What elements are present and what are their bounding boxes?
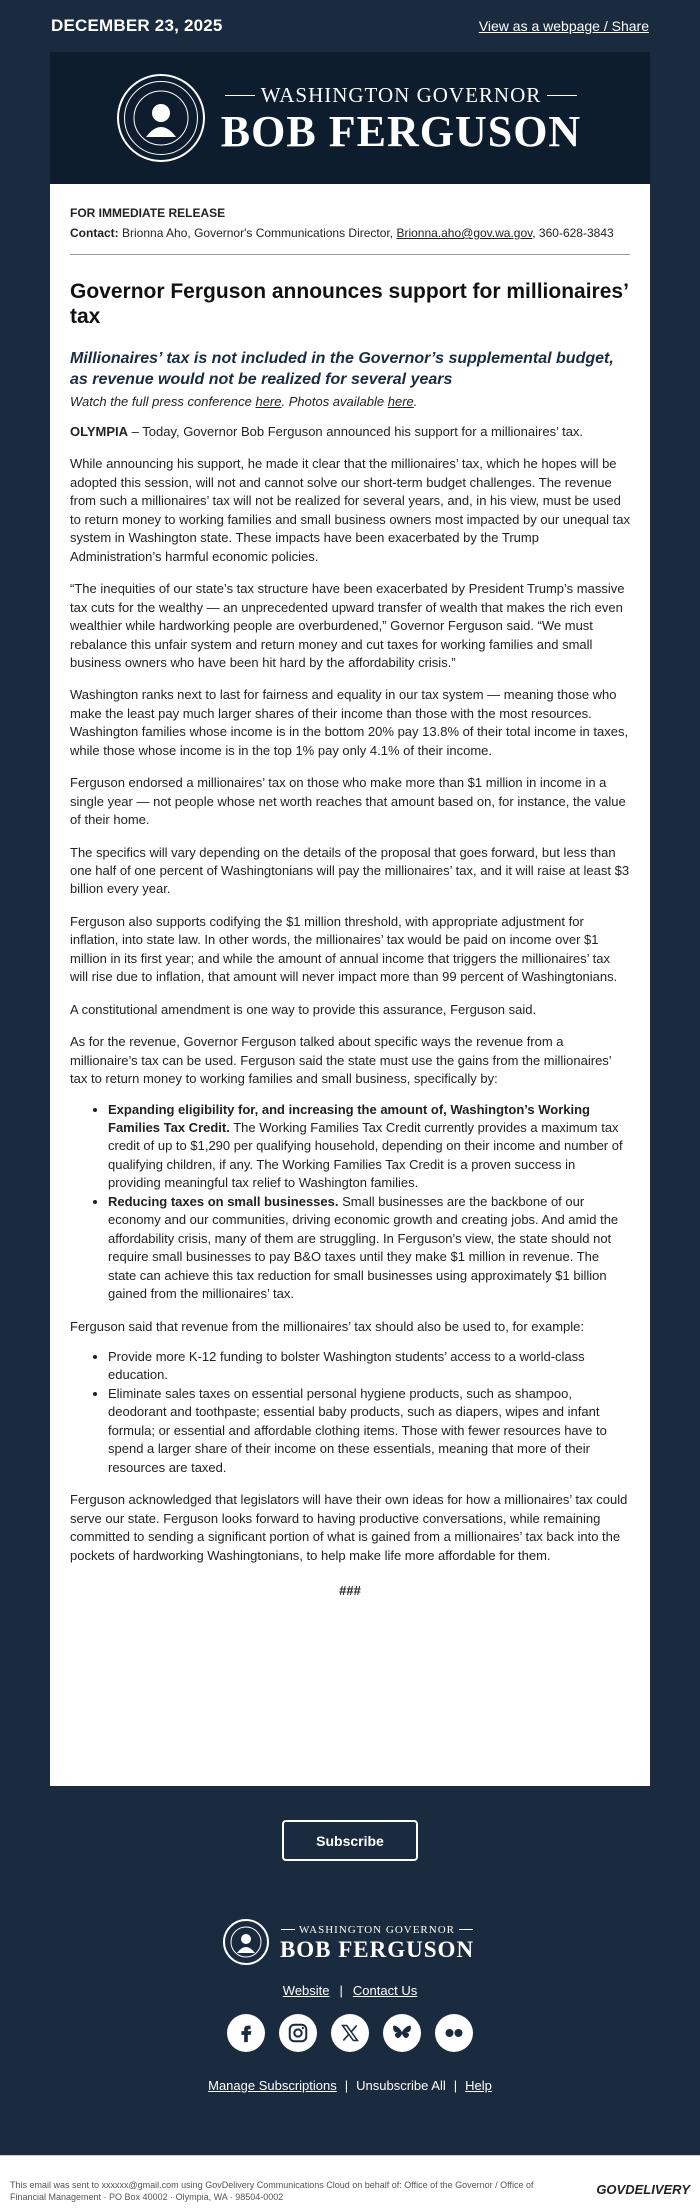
header-banner <box>50 52 650 184</box>
wordmark-top: WASHINGTON GOVERNOR <box>260 82 542 107</box>
subheadline: Millionaires’ tax is not included in the Governor’s supplemental budget, as revenue would not be realized for several years <box>70 350 614 389</box>
paragraph: Washington ranks next to last for fairness and equality in our tax system — meaning those who make the least pay much larger shares of their income than those with the most resources. Washington families whose income is in the bottom 20% pay 13.8% of their total income in taxes, while those whose income is in the top 1% pay only 4.1% of their income. <box>70 687 629 758</box>
paragraph-text: – Today, Governor Bob Ferguson announced his support for a millionaires’ tax. <box>128 423 584 439</box>
press-conference-link[interactable]: here <box>255 393 282 409</box>
list-item-bold: Reducing taxes on small businesses. <box>108 1193 339 1209</box>
contact-label: Contact: <box>70 226 119 240</box>
top-bar <box>0 0 700 52</box>
press-release-card <box>50 184 650 1786</box>
paragraph: Ferguson said that revenue from the millionaires’ tax should also be used to, for example: <box>70 1318 585 1334</box>
footer-wordmark-name: BOB FERGUSON <box>279 1936 475 1962</box>
paragraph: “The inequities of our state’s tax structure have been exacerbated by President Trump’s massive tax cuts for the wealthy — an unprecedented upward transfer of wealth that makes the rich even wealthier while hardworking people are overburdened,” Governor Ferguson said. “We must rebalance this unfair system and return money and cut taxes for working families and small business owners who have been hit hard by the affordability crisis.” <box>70 581 625 670</box>
paragraph: Ferguson endorsed a millionaires’ tax on those who make more than $1 million in income in a single year — not people whose net worth reaches that amount based on, for instance, the value of their home. <box>70 775 626 828</box>
contact-email-link[interactable]: Brionna.aho@gov.wa.gov <box>396 226 533 240</box>
separator: | <box>453 2078 458 2093</box>
x-icon[interactable] <box>331 2014 369 2052</box>
separator: | <box>344 2078 349 2093</box>
help-link[interactable]: Help <box>465 2078 492 2093</box>
watch-line <box>70 394 630 409</box>
state-seal-icon <box>223 1919 269 1965</box>
list-item-bold: Expanding eligibility for, and increasing the amount of, Washington’s Working Families Tax Credit. <box>108 1101 590 1136</box>
paragraph: Ferguson acknowledged that legislators will have their own ideas for how a millionaires’ tax could serve our state. Ferguson looks forward to having productive conversations, while remaining committed to sending a significant portion of what is gained from a millionaires’ tax back into the pockets of hardworking Washingtonians, to help make life more affordable for them. <box>70 1492 628 1563</box>
paragraph: Ferguson also supports codifying the $1 million threshold, with appropriate adjustment for inflation, into state law. In other words, the millionaires’ tax would be paid on income over $1 million in its first year; and while the amount of annual income that triggers the millionaires’ tax will rise due to inflation, that amount will never impact more than 99 percent of Washingtonians. <box>70 913 618 985</box>
contact-us-link[interactable]: Contact Us <box>352 1983 418 1998</box>
paragraph: While announcing his support, he made it clear that the millionaires’ tax, which he hopes will be adopted this session, will not and cannot solve our short-term budget challenges. The revenue from such a millionaires’ tax will not be realized for several years, and, in his view, must be used to return money to working families and small business owners most impacted by our unequal tax system in Washington state. These impacts have been exacerbated by the Trump Administration’s harmful economic policies. <box>70 456 630 564</box>
headline: Governor Ferguson announces support for millionaires’ tax <box>70 280 628 329</box>
list-item <box>108 1193 630 1304</box>
photos-prefix: . Photos available <box>281 393 388 409</box>
facebook-icon[interactable] <box>227 2014 265 2052</box>
paragraph <box>70 423 630 441</box>
list-item-text: The Working Families Tax Credit currently provides a maximum tax credit of up to $1,290 per qualifying household, depending on their income and number of qualifying children, if any. The Working Families Tax Credit is a proven success in providing meaningful tax relief to Washington families. <box>108 1120 623 1191</box>
delivery-notice: This email was sent to xxxxxx@gmail.com using GovDelivery Communications Cloud on behalf of: Office of the Governor / Office of Financial Management · PO Box 40002 · Olympia, WA · 98504-0002 <box>10 2180 534 2202</box>
contact-text: Brionna Aho, Governor's Communications Director, <box>122 226 394 240</box>
release-date: DECEMBER 23, 2025 <box>51 16 223 35</box>
social-icons <box>0 2014 700 2052</box>
list-item: • Eliminate sales taxes on essential personal hygiene products, such as shampoo, deodorant and toothpaste; essential baby products, such as diapers, wipes and infant formula; or essential and affordable clothing items. Those with fewer resources have to spend a larger share of their income on these essentials, meaning that more of their resources are taxed. <box>108 1385 630 1477</box>
instagram-icon[interactable] <box>279 2014 317 2052</box>
paragraph: As for the revenue, Governor Ferguson talked about specific ways the revenue from a millionaire’s tax can be used. Ferguson said the state must use the gains from the millionaires’ tax to return money to working families and small business, specifically by: <box>70 1034 612 1087</box>
governor-wordmark <box>219 83 584 154</box>
wordmark-name: BOB FERGUSON <box>220 106 582 156</box>
paragraph: The specifics will vary depending on the details of the proposal that goes forward, but less than one half of one percent of Washingtonians will pay the millionaires’ tax, and it will raise at least $3 billion every year. <box>70 844 630 897</box>
separator: | <box>339 1983 343 1998</box>
website-link[interactable]: Website <box>282 1983 330 1998</box>
bluesky-icon[interactable] <box>383 2014 421 2052</box>
dateline: OLYMPIA <box>70 423 129 439</box>
view-as-webpage-link[interactable]: View as a webpage / Share <box>478 18 649 34</box>
contact-line <box>70 226 630 255</box>
unsubscribe-all-link[interactable]: Unsubscribe All <box>356 2078 446 2093</box>
govdelivery-logo[interactable]: GOVDELIVERY <box>596 2182 690 2197</box>
govdelivery-footer <box>0 2155 700 2209</box>
subscription-links <box>0 2078 700 2093</box>
list-item: • Provide more K-12 funding to bolster Washington students’ access to a world-class education. <box>108 1348 630 1385</box>
list-item <box>108 1101 630 1193</box>
revenue-uses-list <box>70 1101 630 1304</box>
photos-suffix: . <box>413 393 418 409</box>
example-uses-list <box>70 1348 630 1477</box>
footer-wordmark-top: WASHINGTON GOVERNOR <box>299 1923 455 1936</box>
contact-phone: , 360-628-3843 <box>532 226 614 240</box>
paragraph: A constitutional amendment is one way to provide this assurance, Ferguson said. <box>70 1001 537 1017</box>
end-mark: ### <box>339 1582 361 1598</box>
watch-prefix: Watch the full press conference <box>70 393 256 409</box>
subscribe-button[interactable]: Subscribe <box>282 1820 418 1861</box>
footer-logo <box>0 1919 700 1965</box>
list-item-text: Small businesses are the backbone of our economy and our communities, driving economic growth and creating jobs. And amid the affordability crisis, many of them are struggling. In Ferguson’s view, the state should not require small businesses to pay B&O taxes until they make $1 million in revenue. The state can achieve this tax reduction for small businesses using approximately $1 billion gained from the millionaires’ tax. <box>108 1193 619 1302</box>
flickr-icon[interactable] <box>435 2014 473 2052</box>
footer-links <box>0 1983 700 1998</box>
state-seal-icon <box>117 74 205 162</box>
photos-link[interactable]: here <box>387 393 414 409</box>
manage-subscriptions-link[interactable]: Manage Subscriptions <box>208 2078 337 2093</box>
footer-wordmark <box>277 1924 477 1961</box>
release-label: FOR IMMEDIATE RELEASE <box>70 206 226 220</box>
